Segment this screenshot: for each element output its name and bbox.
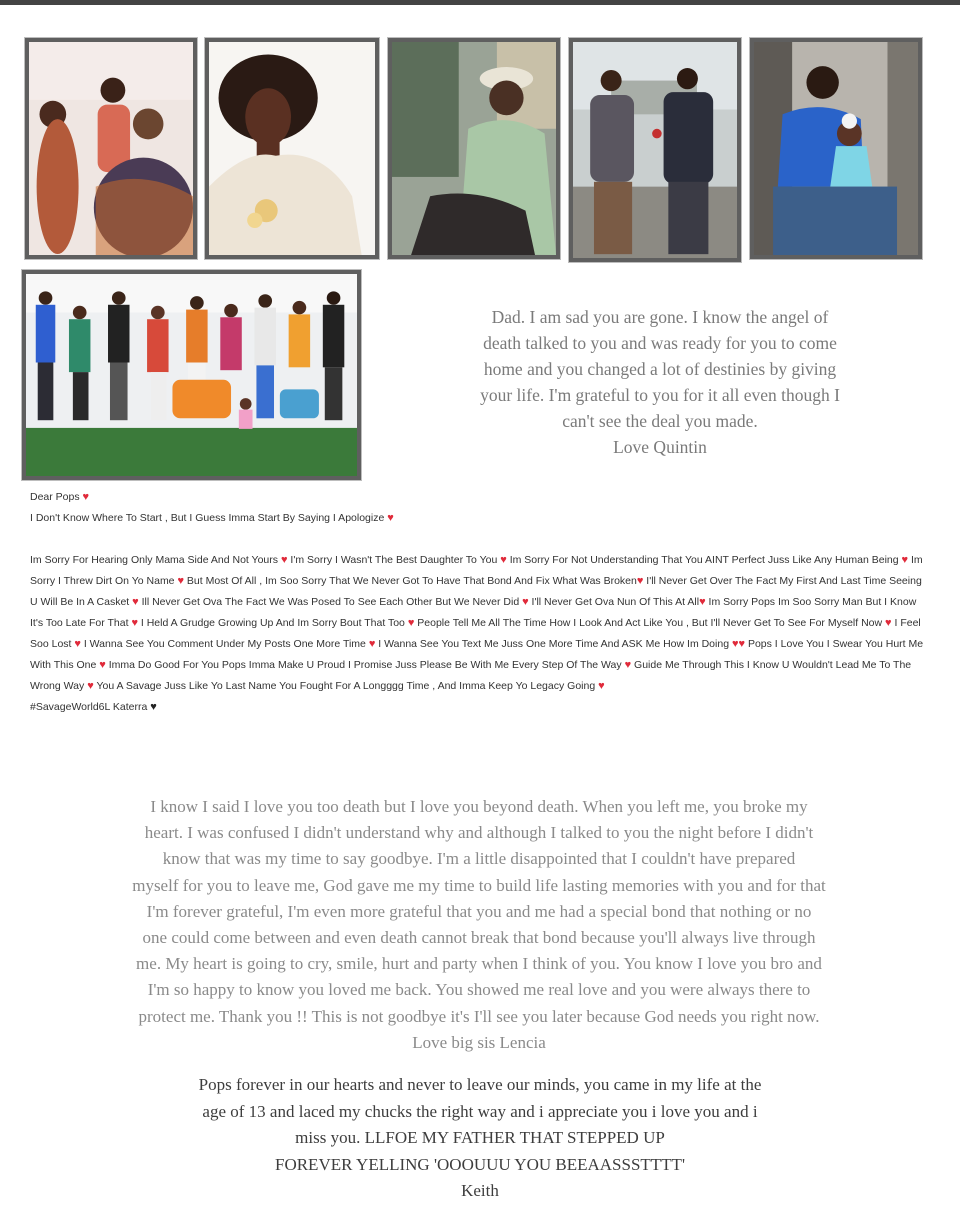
post-sentence: I'll Never Get Over The Fact My First And Last Time Seeing U Will Be In A Casket: [30, 575, 922, 608]
post-sentence: Im Sorry For Not Understanding That You AINT Perfect Juss Like Any Human Being: [509, 554, 899, 566]
red-heart-icon: ♥: [132, 596, 139, 608]
red-heart-icon: ♥: [699, 596, 706, 608]
quintin-signature: Love Quintin: [613, 437, 707, 457]
seated-woman-photo: [388, 38, 560, 259]
lencia-line: know that was my time to say goodbye. I'm a little disappointed that I couldn't have prepared: [162, 849, 796, 869]
keith-line: miss you. LLFOE MY FATHER THAT STEPPED UP: [295, 1128, 665, 1147]
post-sentence: People Tell Me All The Time How I Look And Act Like You , But I'll Never Get To See For Myself Now: [417, 617, 883, 629]
red-heart-icon: ♥♥: [731, 638, 746, 650]
top-border: [0, 0, 960, 5]
quintin-tribute: [430, 304, 890, 460]
post-sentence: Im Sorry I Threw Dirt On Yo Name: [30, 554, 923, 587]
post-sentence: Im Sorry Pops Im Soo Sorry Man But I Know It's Too Late For That: [30, 596, 917, 629]
group-of-three-photo: [25, 38, 197, 259]
post-sentence: Imma Do Good For You Pops Imma Make U Proud I Promise Juss Please Be With Me Every Step Of The Way: [108, 659, 622, 671]
red-heart-icon: ♥: [522, 596, 529, 608]
quintin-line: home and you changed a lot of destinies by giving: [483, 359, 837, 379]
post-body: [30, 550, 930, 697]
lencia-signature: Love big sis Lencia: [412, 1032, 546, 1052]
red-heart-icon: ♥: [500, 554, 507, 566]
lencia-line: I'm so happy to know you loved me back. You showed me real love and you were always there to: [147, 980, 811, 1000]
lencia-tribute: [18, 794, 940, 1056]
keith-line: age of 13 and laced my chucks the right way and i appreciate you i love you and i: [202, 1101, 758, 1121]
red-heart-icon: ♥: [885, 617, 892, 629]
red-heart-icon: ♥: [368, 638, 376, 650]
post-sentence: I Held A Grudge Growing Up And Im Sorry Bout That Too: [140, 617, 405, 629]
man-with-child-photo: [750, 38, 922, 259]
lencia-line: me. My heart is going to cry, smile, hurt and party when I think of you. You know I love you bro and: [136, 954, 822, 974]
post-sentence: You A Savage Juss Like Yo Last Name You Fought For A Longggg Time , And Imma Keep Yo Legacy Going: [96, 680, 596, 692]
keith-tribute: [60, 1072, 900, 1205]
red-heart-icon: ♥: [280, 554, 288, 566]
post-sentence: I Wanna See You Comment Under My Posts One More Time: [83, 638, 366, 650]
red-heart-icon: ♥: [87, 680, 94, 692]
keith-line: Pops forever in our hearts and never to leave our minds, you came in my life at the: [198, 1075, 762, 1094]
lencia-line: myself for you to leave me, God gave me my time to build life lasting memories with you and for that: [132, 875, 826, 895]
keith-line: FOREVER YELLING 'OOOUUU YOU BEEAASSSTTTT': [274, 1154, 686, 1174]
red-heart-icon: ♥: [74, 638, 81, 650]
post-hashtag: #SavageWorld6L Katerra: [30, 701, 148, 713]
lencia-line: I'm forever grateful, I'm even more grateful that you and me had a special bond that nothing or no: [146, 901, 812, 921]
red-heart-icon: ♥: [598, 680, 605, 692]
two-men-standing-photo: [569, 38, 741, 262]
post-sentence: I'm Sorry I Wasn't The Best Daughter To You: [290, 554, 498, 566]
quintin-line: Dad. I am sad you are gone. I know the angel of: [491, 307, 829, 327]
keith-signature: Keith: [461, 1181, 499, 1200]
red-heart-icon: ♥: [407, 617, 415, 629]
lencia-line: I know I said I love you too death but I love you beyond death. When you left me, you broke my: [150, 797, 808, 816]
woman-portrait-photo: [205, 38, 379, 259]
lencia-line: one could come between and even death cannot break that bond because you'll always live through: [142, 928, 816, 948]
post-sentence: I'll Never Get Ova Nun Of This At All: [531, 596, 700, 608]
family-group-photo: [22, 270, 361, 480]
katerra-post: [30, 487, 930, 718]
post-intro: I Don't Know Where To Start , But I Guess Imma Start By Saying I Apologize: [30, 512, 385, 524]
post-sentence: Guide Me Through This I Know U Wouldn't Lead Me To The Wrong Way: [30, 659, 912, 692]
red-heart-icon: ♥: [624, 659, 632, 671]
lencia-line: heart. I was confused I didn't understand why and although I talked to you the night before I didn't: [144, 823, 814, 843]
post-sentence: Ill Never Get Ova The Fact We Was Posed To See Each Other But We Never Did: [141, 596, 520, 608]
paragraph-gap: [30, 529, 930, 550]
quintin-line: can't see the deal you made.: [562, 411, 758, 431]
post-sentence: I Feel Soo Lost: [30, 617, 921, 650]
post-greeting: Dear Pops: [30, 491, 80, 503]
post-sentence: Im Sorry For Hearing Only Mama Side And Not Yours: [30, 554, 279, 566]
red-heart-icon: ♥: [82, 491, 90, 503]
red-heart-icon: ♥: [99, 659, 106, 671]
quintin-line: your life. I'm grateful to you for it all even though I: [480, 385, 840, 405]
red-heart-icon: ♥: [387, 512, 394, 524]
lencia-line: protect me. Thank you !! This is not goodbye it's I'll see you later because God needs you right now.: [138, 1006, 820, 1026]
black-heart-icon: ♥: [150, 701, 157, 713]
post-sentence: Pops I Love You I Swear You Hurt Me With This One: [30, 638, 924, 671]
red-heart-icon: ♥: [131, 617, 138, 629]
quintin-line: death talked to you and was ready for you to come: [483, 333, 837, 353]
post-sentence: I Wanna See You Text Me Juss One More Time And ASK Me How Im Doing: [378, 638, 730, 650]
red-heart-icon: ♥: [901, 554, 909, 566]
post-sentence: But Most Of All , Im Soo Sorry That We Never Got To Have That Bond And Fix What Was Broken: [186, 575, 637, 587]
red-heart-icon: ♥: [636, 575, 644, 587]
red-heart-icon: ♥: [177, 575, 184, 587]
